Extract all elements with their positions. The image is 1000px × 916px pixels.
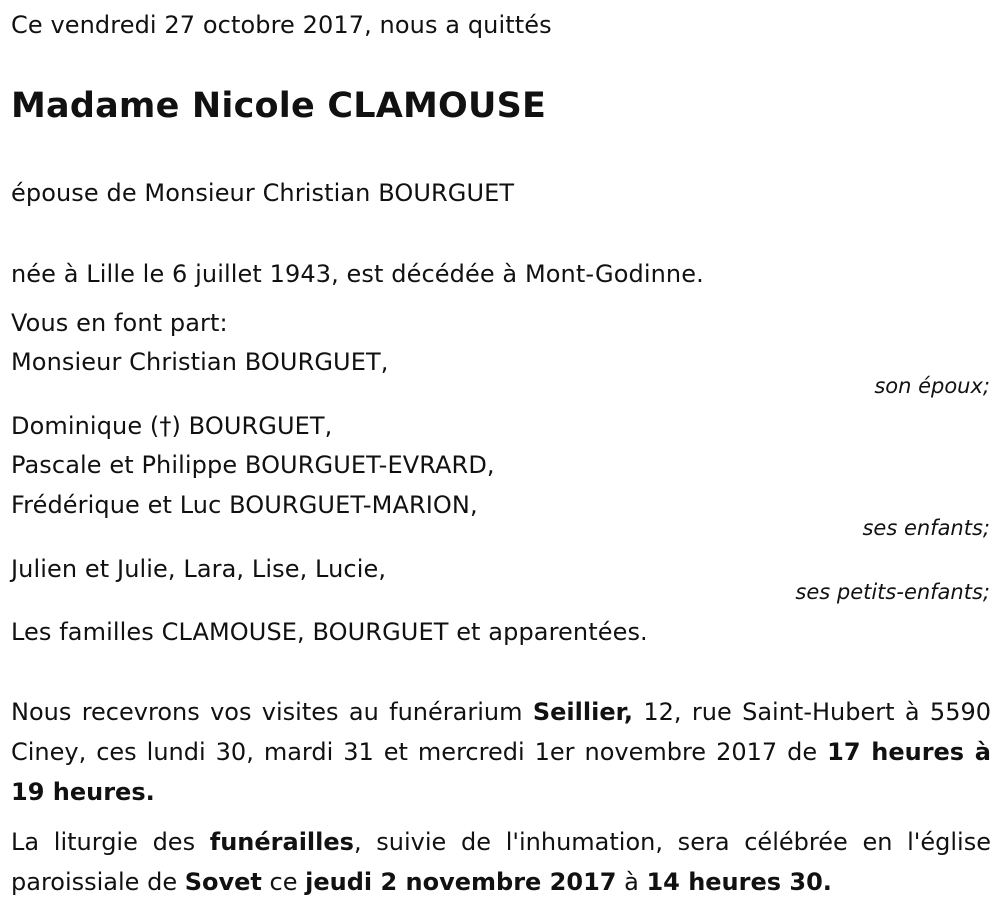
visits-paragraph xyxy=(11,692,991,812)
liturgy-text: La liturgie des xyxy=(11,828,210,856)
child-line: Dominique (†) BOURGUET, xyxy=(11,412,333,440)
church-location: Sovet xyxy=(184,868,262,896)
children-relation: ses enfants; xyxy=(862,516,990,540)
child-line: Frédérique et Luc BOURGUET-MARION, xyxy=(11,491,478,519)
spouse-line: épouse de Monsieur Christian BOURGUET xyxy=(11,179,515,207)
child-line: Pascale et Philippe BOURGUET-EVRARD, xyxy=(11,451,495,479)
announcement: Ce vendredi 27 octobre 2017, nous a quittés xyxy=(11,11,552,39)
birth-death-line: née à Lille le 6 juillet 1943, est décédée à Mont-Godinne. xyxy=(11,260,704,288)
visiting-hours: 17 heures à 19 heures. xyxy=(11,738,991,806)
husband-line: Monsieur Christian BOURGUET, xyxy=(11,348,389,376)
husband-relation: son époux; xyxy=(874,374,990,398)
funeral-home-name: Seillier, xyxy=(532,698,634,726)
grandchildren-line: Julien et Julie, Lara, Lise, Lucie, xyxy=(11,555,387,583)
liturgy-date: jeudi 2 novembre 2017 xyxy=(305,868,617,896)
liturgy-text: à xyxy=(616,868,647,896)
families-line: Les familles CLAMOUSE, BOURGUET et apparentées. xyxy=(11,618,648,646)
liturgy-time: 14 heures 30. xyxy=(646,868,832,896)
deceased-name: Madame Nicole CLAMOUSE xyxy=(11,86,547,126)
visits-text: 12, rue Saint-Hubert à 5590 Ciney, ces lundi 30, mardi 31 et mercredi 1er novembre 2017 de xyxy=(11,698,991,766)
liturgy-text: , suivie de l'inhumation, sera célébrée en l'église paroissiale de xyxy=(11,828,991,896)
intro-line: Vous en font part: xyxy=(11,309,228,337)
liturgy-emphasis: funérailles xyxy=(209,828,354,856)
grandchildren-relation: ses petits-enfants; xyxy=(795,580,990,604)
liturgy-paragraph xyxy=(11,822,991,902)
liturgy-text: ce xyxy=(261,868,306,896)
visits-text: Nous recevrons vos visites au funérarium xyxy=(11,698,533,726)
